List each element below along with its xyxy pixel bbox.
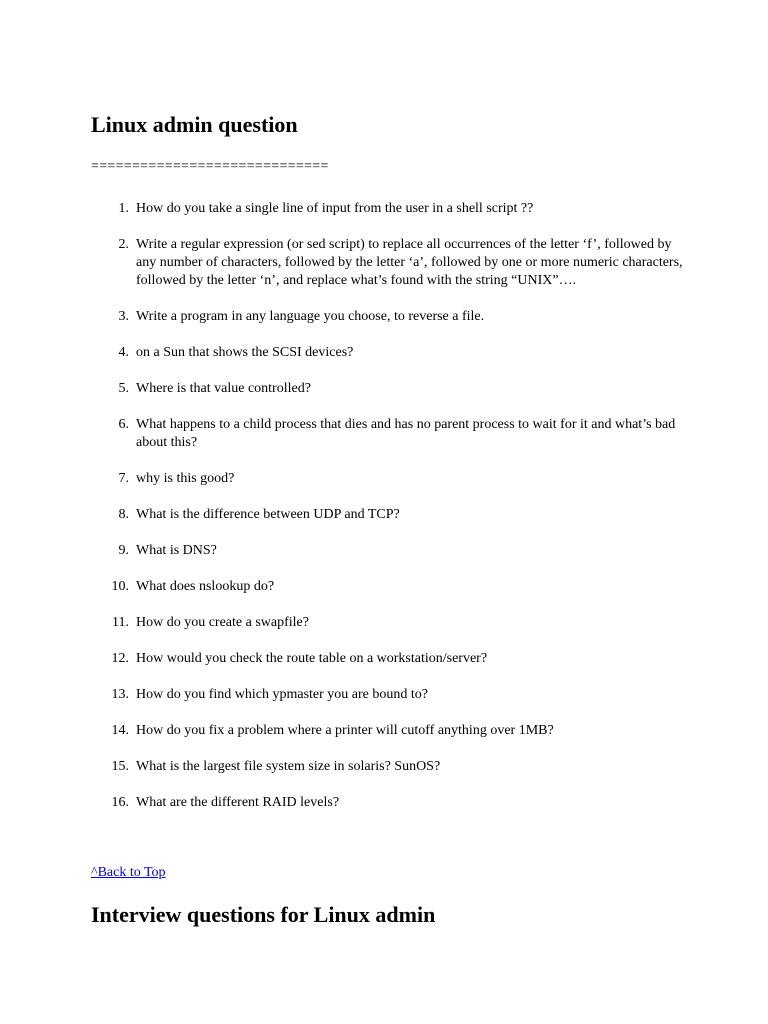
- separator-line: =============================: [91, 159, 329, 174]
- question-text: What is the difference between UDP and TCP?: [136, 507, 400, 522]
- question-item: [91, 200, 691, 218]
- question-number: 7.: [118, 471, 129, 486]
- question-text: How would you check the route table on a workstation/server?: [136, 651, 488, 666]
- page-title: Linux admin question: [91, 112, 298, 137]
- question-number: 11.: [112, 615, 129, 630]
- question-item: [91, 722, 691, 740]
- question-number: 2.: [118, 237, 129, 252]
- question-item: [91, 308, 691, 326]
- question-number: 12.: [111, 651, 129, 666]
- question-item: [91, 686, 691, 704]
- question-text: How do you take a single line of input from the user in a shell script ??: [136, 201, 534, 216]
- question-text: why is this good?: [136, 471, 235, 486]
- question-number: 15.: [111, 759, 129, 774]
- question-text: What is DNS?: [136, 543, 217, 558]
- question-item: [91, 758, 691, 776]
- question-text: What is the largest file system size in solaris? SunOS?: [136, 759, 441, 774]
- question-text: What happens to a child process that dies and has no parent process to wait for it and what’s bad about this?: [136, 417, 676, 450]
- question-list: [91, 200, 691, 830]
- question-number: 6.: [118, 417, 129, 432]
- question-item: [91, 470, 691, 488]
- question-text: Write a program in any language you choose, to reverse a file.: [136, 309, 485, 324]
- question-item: [91, 416, 691, 452]
- question-item: [91, 794, 691, 812]
- question-number: 4.: [118, 345, 129, 360]
- question-number: 5.: [118, 381, 129, 396]
- question-number: 8.: [118, 507, 129, 522]
- question-item: [91, 578, 691, 596]
- question-number: 10.: [111, 579, 129, 594]
- question-item: [91, 506, 691, 524]
- question-number: 16.: [111, 795, 129, 810]
- question-text: How do you find which ypmaster you are bound to?: [136, 687, 428, 702]
- question-number: 13.: [111, 687, 129, 702]
- question-text: How do you create a swapfile?: [136, 615, 309, 630]
- question-item: [91, 614, 691, 632]
- question-number: 14.: [111, 723, 129, 738]
- question-item: [91, 380, 691, 398]
- question-number: 9.: [118, 543, 129, 558]
- question-number: 1.: [118, 201, 129, 216]
- question-text: Where is that value controlled?: [136, 381, 311, 396]
- question-text: How do you fix a problem where a printer will cutoff anything over 1MB?: [136, 723, 554, 738]
- question-item: [91, 236, 691, 290]
- question-text: What are the different RAID levels?: [136, 795, 340, 810]
- question-item: [91, 344, 691, 362]
- question-item: [91, 650, 691, 668]
- question-number: 3.: [118, 309, 129, 324]
- question-text: What does nslookup do?: [136, 579, 275, 594]
- question-item: [91, 542, 691, 560]
- back-to-top-link[interactable]: ^Back to Top: [91, 865, 166, 880]
- question-text: Write a regular expression (or sed script) to replace all occurrences of the letter ‘f’, followed by any number of characters, followed by the letter ‘a’, followed by one or more numeric characters, followed by the letter ‘n’, and replace what’s found with the string “UNIX”….: [136, 237, 683, 288]
- section-title: Interview questions for Linux admin: [91, 902, 436, 927]
- question-text: on a Sun that shows the SCSI devices?: [136, 345, 354, 360]
